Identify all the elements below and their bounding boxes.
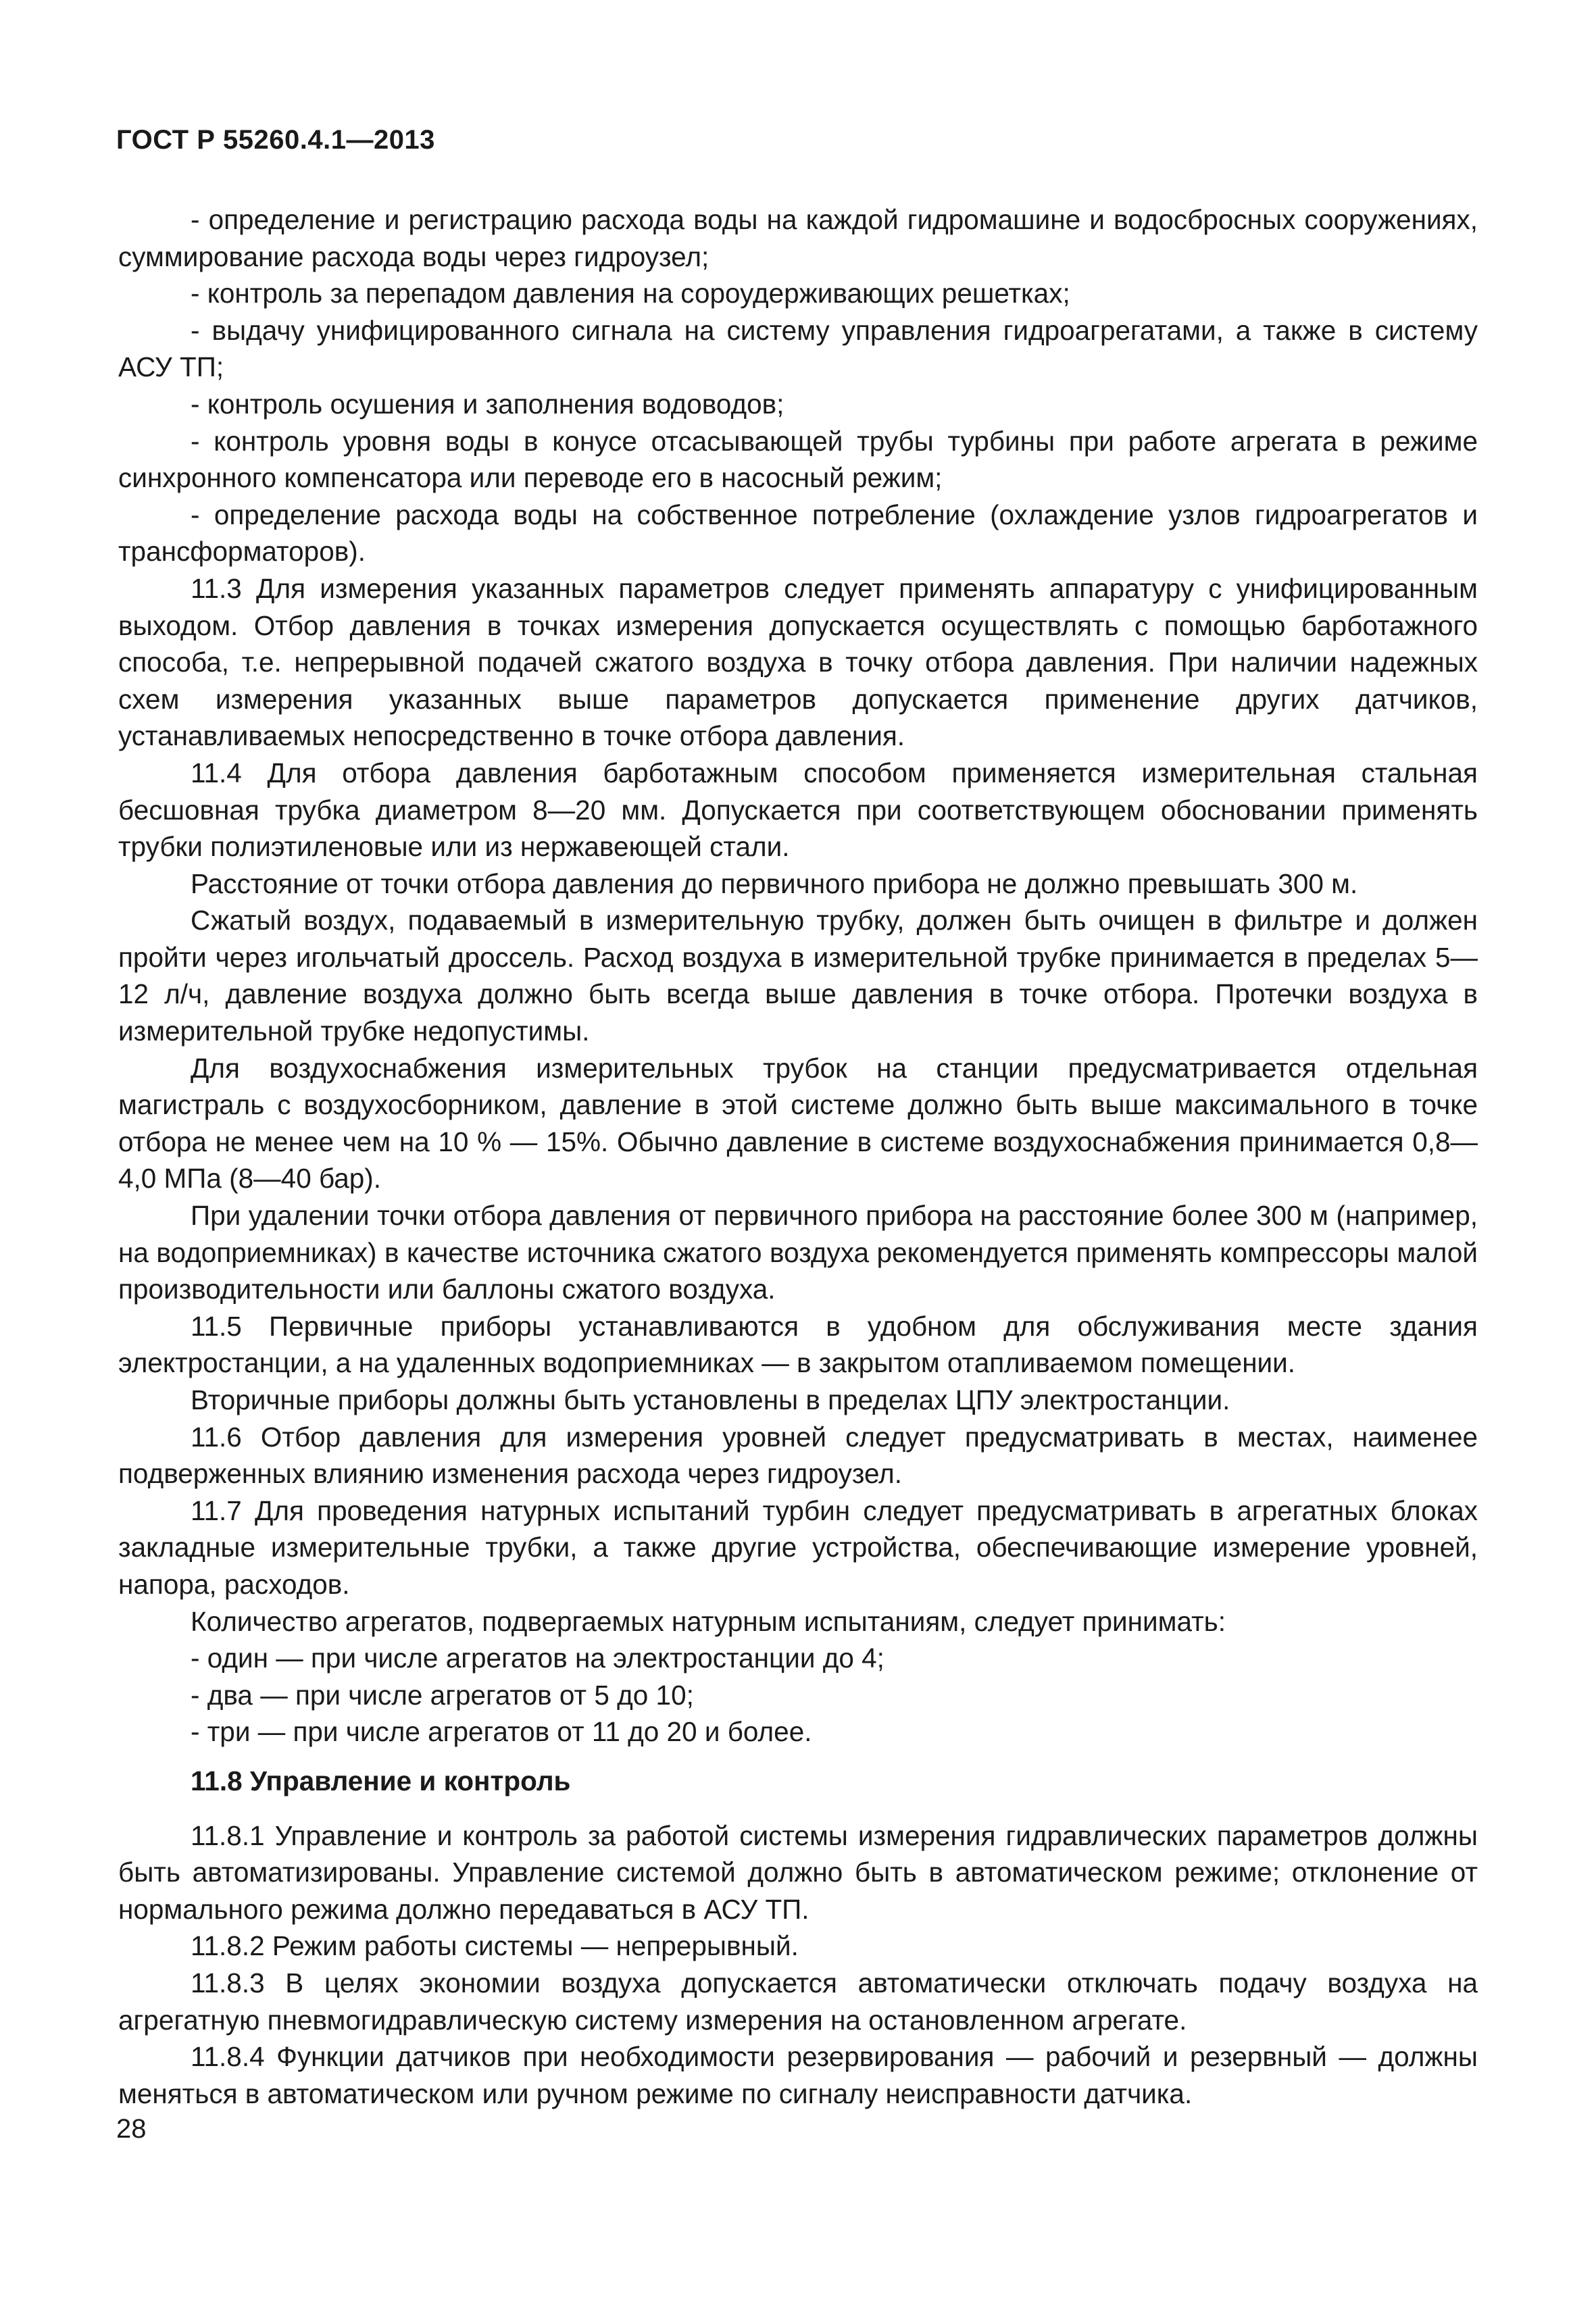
paragraph: 11.5 Первичные приборы устанавливаются в удобном для обслуживания месте здания электростанции, а на удаленных водоприемниках — в закрытом отапливаемом помещении. xyxy=(118,1310,1478,1379)
paragraph: Для воздухоснабжения измерительных трубок на станции предусматривается отдельная магистраль с воздухосборником, давление в этой системе должно быть выше максимального в точке отбора не менее чем на 10 % — 15%. Обычно давление в системе воздухоснабжения принимается 0,8—4,0 МПа (8—40 бар). xyxy=(118,1052,1478,1194)
paragraph: 11.8.2 Режим работы системы — непрерывный. xyxy=(191,1930,799,1962)
paragraph: При удалении точки отбора давления от первичного прибора на расстояние более 300 м (например, на водоприемниках) в качестве источника сжатого воздуха рекомендуется применять компрессоры малой производительности или баллоны сжатого воздуха. xyxy=(118,1200,1478,1305)
paragraph: 11.8.4 Функции датчиков при необходимости резервирования — рабочий и резервный — должны меняться в автоматическом или ручном режиме по сигналу неисправности датчика. xyxy=(118,2041,1478,2109)
paragraph: 11.8.1 Управление и контроль за работой системы измерения гидравлических параметров должны быть автоматизированы. Управление системой должно быть в автоматическом режиме; отклонение от нормального режима должно передаваться в АСУ ТП. xyxy=(118,1819,1478,1925)
paragraph: Сжатый воздух, подаваемый в измерительную трубку, должен быть очищен в фильтре и должен пройти через игольчатый дроссель. Расход воздуха в измерительной трубке принимается в пределах 5—12 л/ч, давление воздуха должно быть всегда выше давления в точке отбора. Протечки воздуха в измерительной трубке недопустимы. xyxy=(118,905,1478,1047)
paragraph: Вторичные приборы должны быть установлены в пределах ЦПУ электростанции. xyxy=(191,1384,1230,1415)
paragraph: 11.3 Для измерения указанных параметров следует применять аппаратуру с унифицированным выходом. Отбор давления в точках измерения допускается осуществлять с помощью барботажного способа, т.е. непрерывной подачей сжатого воздуха в точку отбора давления. При наличии надежных схем измерения указанных выше параметров допускается применение других датчиков, устанавливаемых непосредственно в точке отбора давления. xyxy=(118,572,1478,752)
paragraph: - контроль осушения и заполнения водоводов; xyxy=(191,388,784,420)
paragraph: 11.6 Отбор давления для измерения уровней следует предусматривать в местах, наименее подверженных влиянию изменения расхода через гидроузел. xyxy=(118,1421,1478,1490)
paragraph: 11.8.3 В целях экономии воздуха допускается автоматически отключать подачу воздуха на агрегатную пневмогидравлическую систему измерения на остановленном агрегате. xyxy=(118,1967,1478,2036)
document-header: ГОСТ Р 55260.4.1—2013 xyxy=(116,125,435,155)
paragraph: - контроль уровня воды в конусе отсасывающей трубы турбины при работе агрегата в режиме синхронного компенсатора или переводе его в насосный режим; xyxy=(118,425,1478,494)
paragraph: - определение расхода воды на собственное потребление (охлаждение узлов гидроагрегатов и трансформаторов). xyxy=(118,499,1478,568)
paragraph: Количество агрегатов, подвергаемых натурным испытаниям, следует принимать: xyxy=(191,1605,1226,1637)
list-item: - один — при числе агрегатов на электростанции до 4; xyxy=(191,1642,884,1674)
section-heading: 11.8 Управление и контроль xyxy=(191,1765,571,1796)
page-number: 28 xyxy=(116,2114,147,2144)
paragraph: Расстояние от точки отбора давления до первичного прибора не должно превышать 300 м. xyxy=(191,867,1358,899)
paragraph: - выдачу унифицированного сигнала на систему управления гидроагрегатами, а также в систему АСУ ТП; xyxy=(118,314,1478,383)
list-item: - два — при числе агрегатов от 5 до 10; xyxy=(191,1679,694,1711)
paragraph: - определение и регистрацию расхода воды на каждой гидромашине и водосбросных сооружениях, суммирование расхода воды через гидроузел; xyxy=(118,204,1478,272)
paragraph: 11.4 Для отбора давления барботажным способом применяется измерительная стальная бесшовная трубка диаметром 8—20 мм. Допускается при соответствующем обосновании применять трубки полиэтиленовые или из нержавеющей стали. xyxy=(118,757,1478,863)
paragraph: - контроль за перепадом давления на сороудерживающих решетках; xyxy=(191,278,1070,309)
document-body xyxy=(118,201,1478,2112)
list-item: - три — при числе агрегатов от 11 до 20 и более. xyxy=(191,1716,812,1748)
paragraph: 11.7 Для проведения натурных испытаний турбин следует предусматривать в агрегатных блоках закладные измерительные трубки, а также другие устройства, обеспечивающие измерение уровней, напора, расходов. xyxy=(118,1494,1478,1600)
